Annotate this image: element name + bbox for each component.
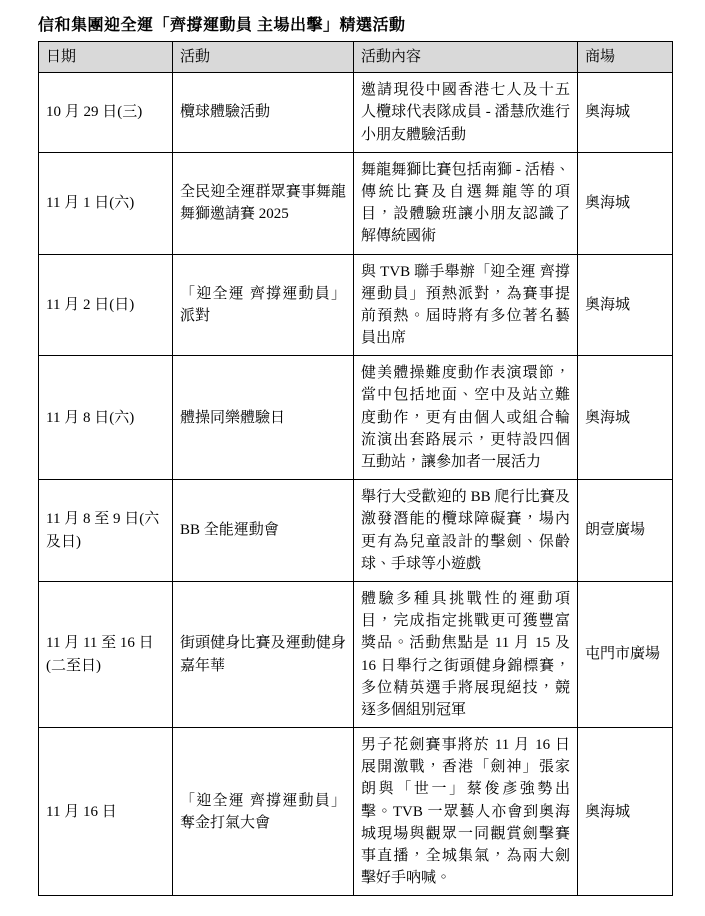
- content-cell: 舞龍舞獅比賽包括南獅 - 活樁、傳統比賽及自選舞龍等的項目，設體驗班讓小朋友認識了解傳統國術: [354, 152, 578, 254]
- header-activity: 活動: [173, 42, 354, 73]
- mall-cell: 奧海城: [578, 356, 673, 480]
- date-cell: 11 月 11 至 16 日(二至日): [39, 581, 173, 727]
- date-cell: 11 月 16 日: [39, 728, 173, 896]
- header-row: [39, 42, 673, 73]
- table-body: [39, 73, 673, 896]
- mall-cell: 奧海城: [578, 254, 673, 356]
- header-mall: 商場: [578, 42, 673, 73]
- date-cell: 11 月 1 日(六): [39, 152, 173, 254]
- activity-cell: 街頭健身比賽及運動健身嘉年華: [173, 581, 354, 727]
- mall-cell: 奧海城: [578, 728, 673, 896]
- table-header: [39, 42, 673, 73]
- mall-cell: 屯門市廣場: [578, 581, 673, 727]
- page-title: 信和集團迎全運「齊撐運動員 主場出擊」精選活動: [38, 17, 406, 34]
- table-row: [39, 152, 673, 254]
- activity-cell: 全民迎全運群眾賽事舞龍舞獅邀請賽 2025: [173, 152, 354, 254]
- date-cell: 11 月 8 日(六): [39, 356, 173, 480]
- content-cell: 男子花劍賽事將於 11 月 16 日展開激戰，香港「劍神」張家朗與「世一」蔡俊彥強勢出擊。TVB 一眾藝人亦會到奧海城現場與觀眾一同觀賞劍擊賽事直播，全城集氣，為兩大劍擊好手吶喊。: [354, 728, 578, 896]
- table-row: [39, 73, 673, 153]
- table-row: [39, 356, 673, 480]
- content-cell: 體驗多種具挑戰性的運動項目，完成指定挑戰更可獲豐富獎品。活動焦點是 11 月 15 及 16 日舉行之街頭健身錦標賽，多位精英選手將展現絕技，競逐多個組別冠軍: [354, 581, 578, 727]
- mall-cell: 朗壹廣場: [578, 480, 673, 582]
- activity-cell: 體操同樂體驗日: [173, 356, 354, 480]
- events-table: [38, 41, 673, 896]
- activity-cell: 「迎全運 齊撐運動員」派對: [173, 254, 354, 356]
- mall-cell: 奧海城: [578, 73, 673, 153]
- content-cell: 與 TVB 聯手舉辦「迎全運 齊撐運動員」預熱派對，為賽事提前預熱。屆時將有多位著名藝員出席: [354, 254, 578, 356]
- activity-cell: 「迎全運 齊撐運動員」奪金打氣大會: [173, 728, 354, 896]
- table-row: [39, 728, 673, 896]
- activity-cell: BB 全能運動會: [173, 480, 354, 582]
- content-cell: 舉行大受歡迎的 BB 爬行比賽及激發潛能的欖球障礙賽，場內更有為兒童設計的擊劍、保齡球、手球等小遊戲: [354, 480, 578, 582]
- mall-cell: 奧海城: [578, 152, 673, 254]
- content-cell: 邀請現役中國香港七人及十五人欖球代表隊成員 - 潘慧欣進行小朋友體驗活動: [354, 73, 578, 153]
- date-cell: 10 月 29 日(三): [39, 73, 173, 153]
- table-row: [39, 581, 673, 727]
- table-row: [39, 254, 673, 356]
- date-cell: 11 月 2 日(日): [39, 254, 173, 356]
- header-content: 活動內容: [354, 42, 578, 73]
- table-row: [39, 480, 673, 582]
- date-cell: 11 月 8 至 9 日(六及日): [39, 480, 173, 582]
- activity-cell: 欖球體驗活動: [173, 73, 354, 153]
- content-cell: 健美體操難度動作表演環節，當中包括地面、空中及站立難度動作，更有由個人或組合輪流演出套路展示，更特設四個互動站，讓參加者一展活力: [354, 356, 578, 480]
- header-date: 日期: [39, 42, 173, 73]
